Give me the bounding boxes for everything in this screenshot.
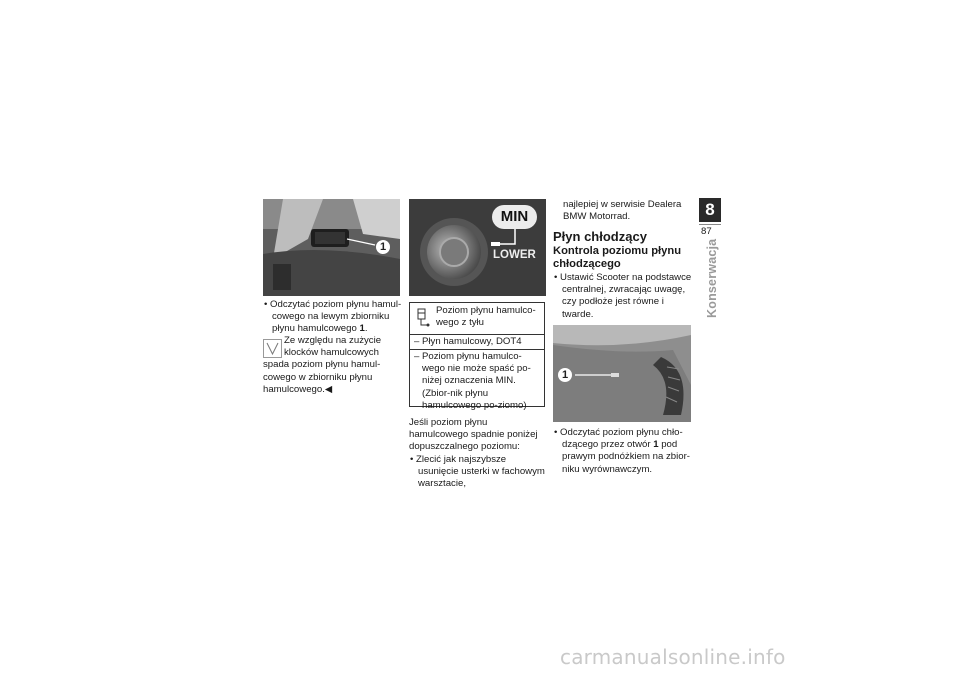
col3-continued: najlepiej w serwisie Dealera BMW Motorrad. — [563, 199, 682, 223]
col1-bullet: • Odczytać poziom płynu hamul-cowego na lewym zbiorniku płynu hamulcowego 1. — [264, 299, 402, 335]
spec-box — [409, 302, 545, 411]
callout-1: 1 — [376, 240, 390, 254]
lower-label: LOWER — [493, 249, 536, 261]
watermark: carmanualsonline.info — [560, 645, 786, 669]
col2-bullet: • Zlecić jak najszybsze usunięcie usterki w fachowym warsztacie, — [410, 454, 545, 490]
page-number: 87 — [701, 226, 712, 237]
col1-bullet-ref: 1 — [359, 323, 365, 335]
col1-bullet-text: Odczytać poziom płynu hamul-cowego na lewym zbiorniku płynu hamulcowego — [270, 299, 402, 335]
coolant-subheading: Kontrola poziomu płynu chłodzącego — [553, 245, 682, 270]
col1-note-first: Ze względu na zużycie klocków hamulcowych — [284, 335, 382, 359]
coolant-heading: Płyn chłodzący — [553, 229, 647, 244]
col3-bullet-1-text: Ustawić Scooter na podstawce centralnej, zwracając uwagę, czy podłoże jest równe i twarde. — [560, 272, 692, 320]
spec-row-2-text: Poziom płynu hamulco-wego nie może spaść po-niżej oznaczenia MIN. (Zbior-nik płynu hamulcowego po-ziomo) — [422, 351, 531, 411]
col3-bullet-2-ref: 1 — [653, 439, 659, 451]
spec-row-2: – Poziom płynu hamulco-wego nie może spaść po-niżej oznaczenia MIN. (Zbior-nik płynu hamulcowego po-ziomo) — [414, 351, 531, 411]
brake-reservoir-left-photo — [263, 199, 400, 296]
callout-1-coolant: 1 — [558, 368, 572, 382]
spec-header: Poziom płynu hamulco-wego z tyłu — [436, 305, 536, 329]
col2-paragraph: Jeśli poziom płynu hamulcowego spadnie poniżej dopuszczalnego poziomu: — [409, 417, 538, 453]
brake-reservoir-rear-photo — [409, 199, 546, 296]
col1-note-rest: spada poziom płynu hamul-cowego w zbiorniku płynu hamulcowego. — [263, 359, 381, 395]
coolant-reservoir-photo — [553, 325, 691, 422]
spec-row-1-text: Płyn hamulcowy, DOT4 — [422, 336, 522, 347]
col3-bullet-2-text-b: pod prawym podnóżkiem na zbior-niku wyrównawczym. — [562, 439, 690, 475]
chapter-title-text: Konserwacja — [705, 238, 719, 318]
chapter-number: 8 — [699, 198, 721, 222]
col3-bullet-2-text-a: Odczytać poziom płynu chło-dzącego przez otwór — [560, 427, 683, 451]
end-marker: ◀ — [324, 383, 333, 395]
col1-bullet-end: . — [364, 323, 368, 335]
spec-row-1: – Płyn hamulcowy, DOT4 — [414, 336, 522, 347]
chapter-title — [705, 239, 719, 318]
chapter-divider — [699, 224, 721, 225]
col3-bullet-2: • Odczytać poziom płynu chło-dzącego przez otwór 1 pod prawym podnóżkiem na zbior-niku wyrównawczym. — [554, 427, 690, 475]
col1-note — [263, 335, 403, 396]
reservoir-icon — [417, 308, 430, 327]
min-label: MIN — [500, 208, 529, 225]
col3-bullet-1: • Ustawić Scooter na podstawce centralnej, zwracając uwagę, czy podłoże jest równe i twarde. — [554, 272, 692, 320]
col2-bullet-text: Zlecić jak najszybsze usunięcie usterki w fachowym warsztacie, — [416, 454, 545, 490]
